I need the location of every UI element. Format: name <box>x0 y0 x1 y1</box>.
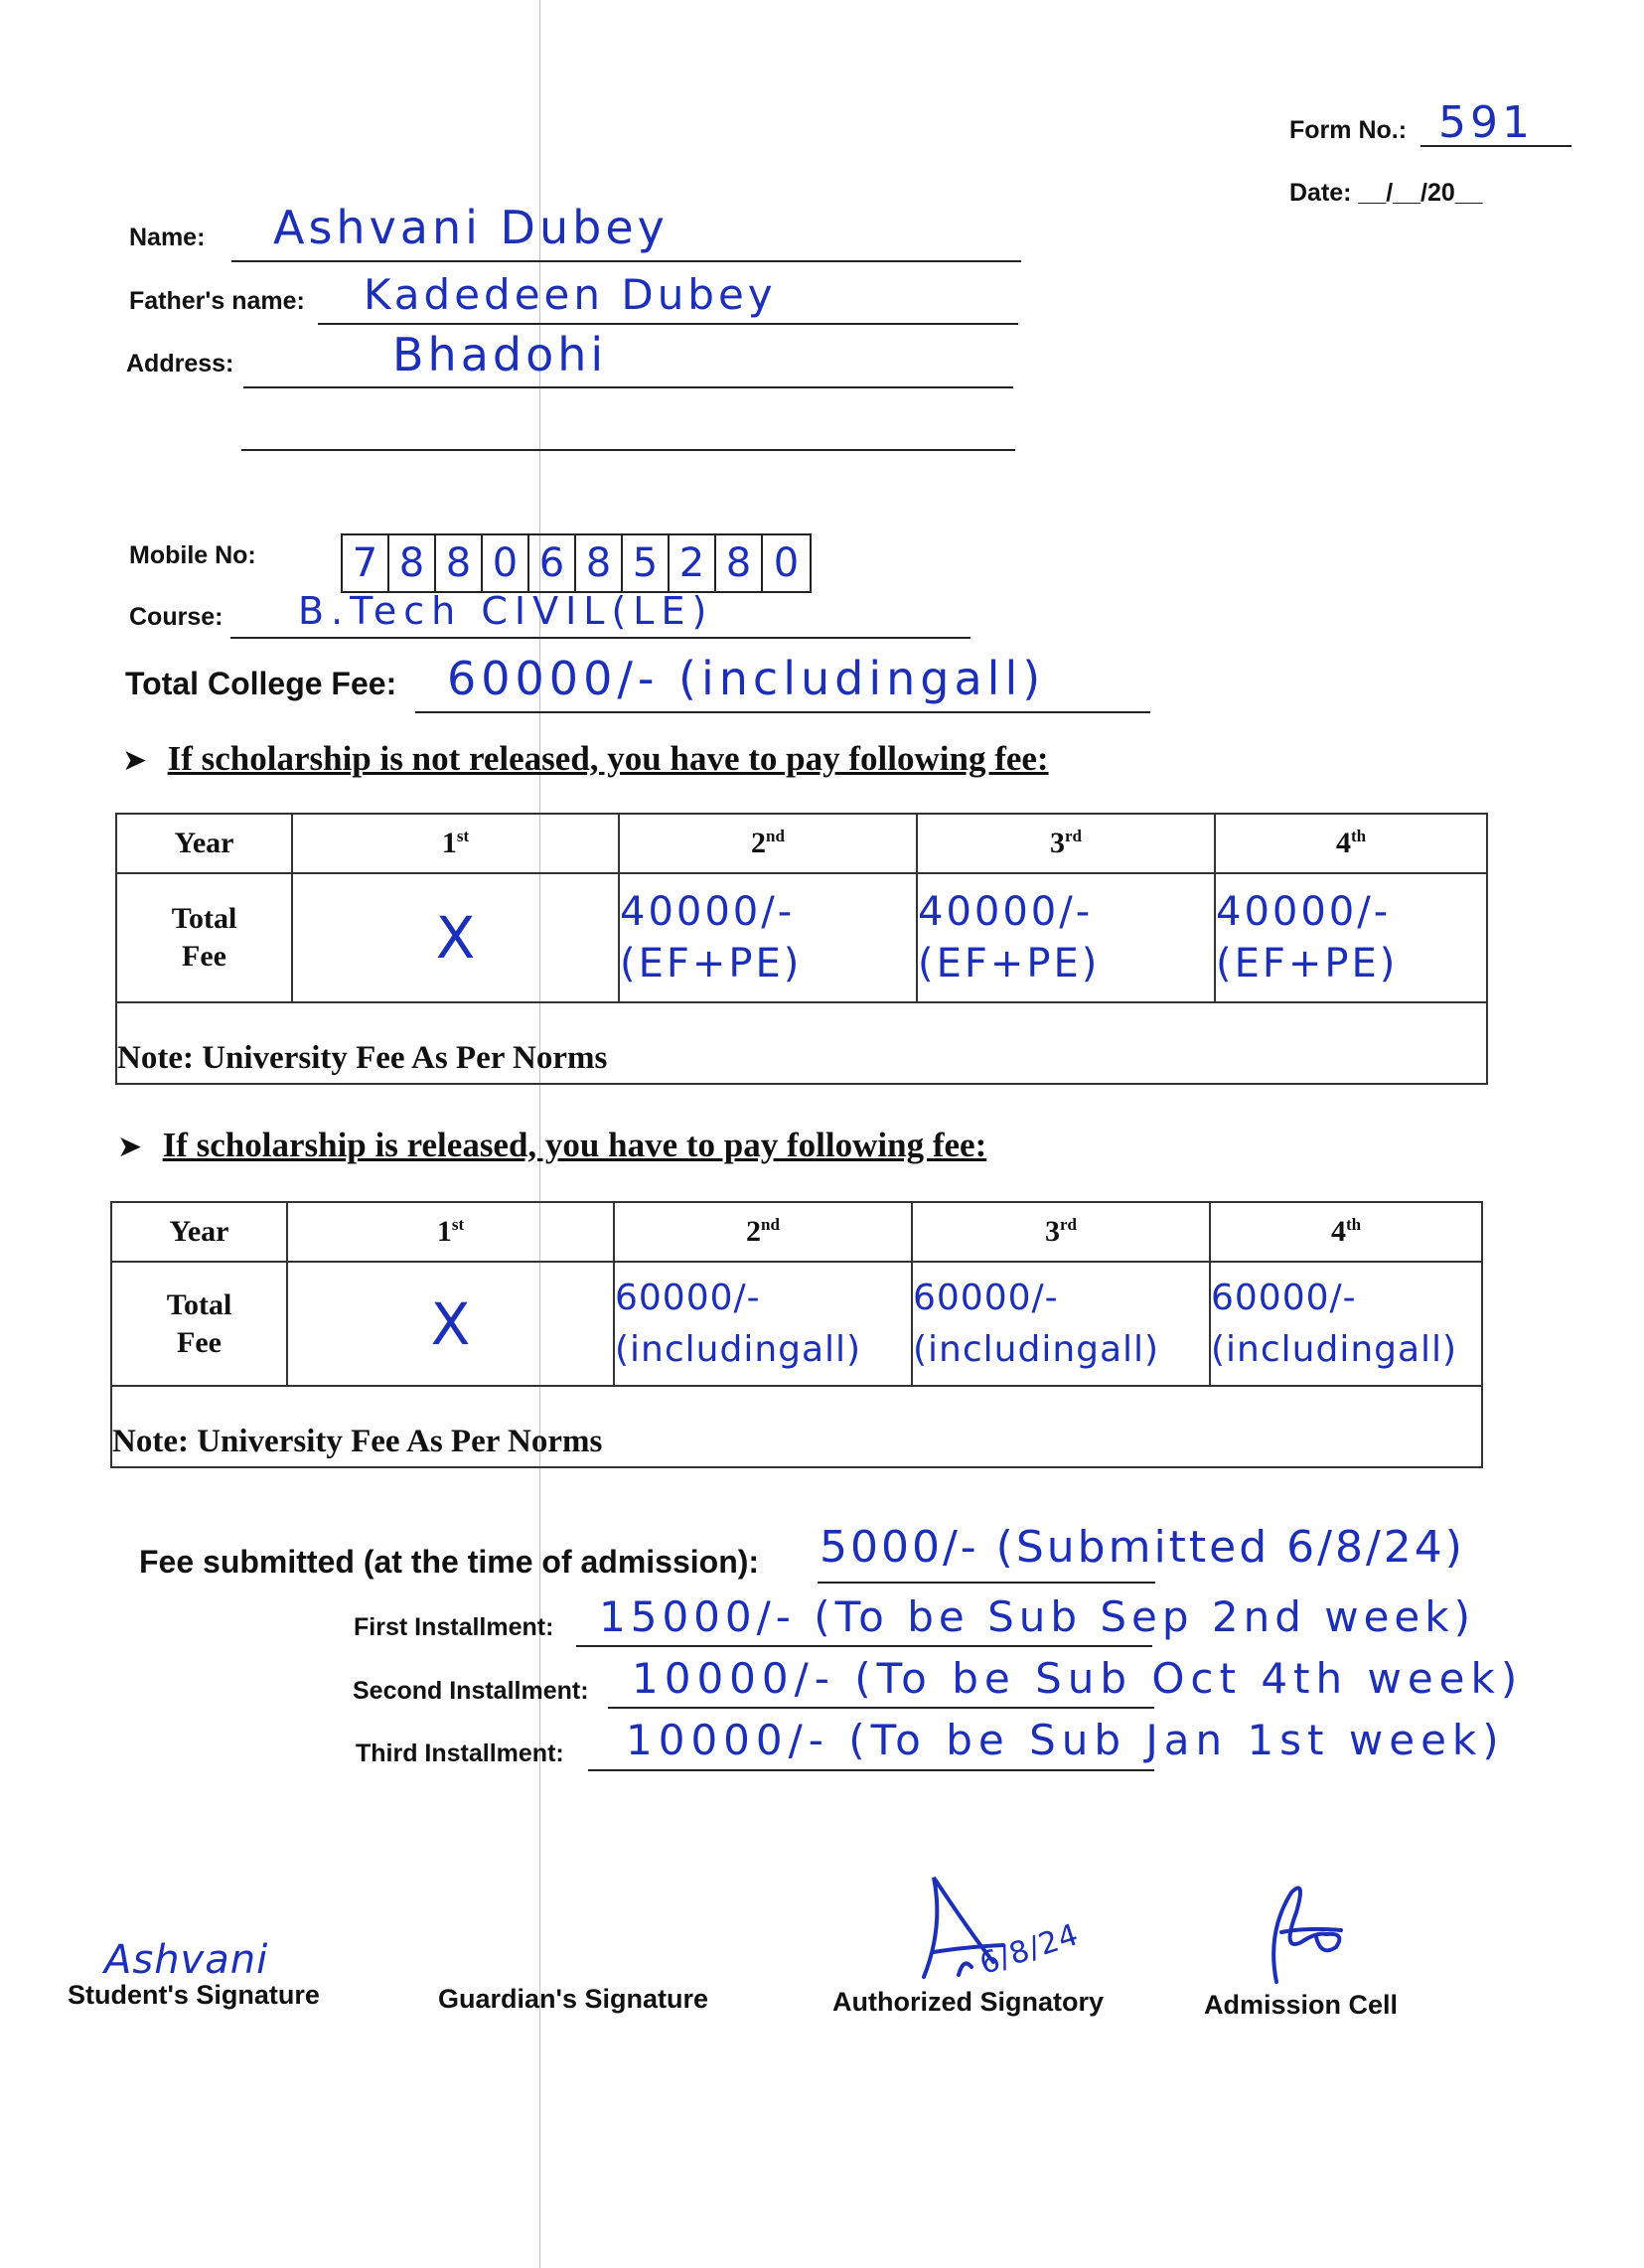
guardian-signature-label: Guardian's Signature <box>438 1984 708 2014</box>
total-fee-row-label: Total Fee <box>116 873 292 1002</box>
first-installment-value[interactable]: 15000/- (To be Sub Sep 2nd week) <box>599 1592 1475 1641</box>
heading-text: If scholarship is released, you have to pay following fee: <box>162 1126 987 1164</box>
year-1-fee-cross[interactable]: X <box>292 873 619 1002</box>
year-4-header: 4th <box>1215 814 1487 873</box>
section-heading-not-released <box>122 739 1049 779</box>
year-1-header: 1st <box>292 814 619 873</box>
admission-cell-signature-scribble[interactable] <box>1247 1873 1366 1992</box>
year-2-header: 2nd <box>614 1202 912 1262</box>
year-3-header: 3rd <box>912 1202 1210 1262</box>
course-underline <box>230 637 971 639</box>
form-no-value[interactable]: 591 <box>1438 97 1534 148</box>
year-2-fee[interactable]: 40000/- (EF+PE) <box>619 873 917 1002</box>
fee-submitted-underline <box>818 1582 1155 1584</box>
fee-submitted-value[interactable]: 5000/- (Submitted 6/8/24) <box>820 1522 1465 1573</box>
mobile-number-boxes[interactable] <box>341 533 812 593</box>
total-fee-row-label: Total Fee <box>111 1262 287 1386</box>
mobile-digit[interactable]: 7 <box>343 535 389 591</box>
table-header-row <box>111 1202 1482 1262</box>
year-4-fee[interactable]: 40000/- (EF+PE) <box>1215 873 1487 1002</box>
authorized-signature-date: 6/8/24 <box>975 1917 1084 1982</box>
student-signature-label: Student's Signature <box>68 1980 320 2010</box>
year-header: Year <box>111 1202 287 1262</box>
address-underline-1 <box>243 386 1013 388</box>
mobile-digit[interactable]: 0 <box>773 540 800 586</box>
address-value[interactable]: Bhadohi <box>392 328 608 381</box>
second-installment-underline <box>608 1707 1154 1709</box>
first-installment-underline <box>576 1645 1152 1647</box>
authorized-signature-scribble[interactable] <box>914 1868 1033 1997</box>
table-row <box>111 1262 1482 1386</box>
university-fee-note: Note: University Fee As Per Norms <box>116 1002 1487 1084</box>
student-signature[interactable]: Ashvani <box>104 1937 269 1983</box>
university-fee-note: Note: University Fee As Per Norms <box>111 1386 1482 1467</box>
third-installment-underline <box>588 1769 1154 1771</box>
total-college-fee-value[interactable]: 60000/- (includingall) <box>447 652 1046 705</box>
total-fee-underline <box>415 711 1150 713</box>
fee-table-not-released <box>115 813 1488 1085</box>
mobile-digit[interactable]: 6 <box>529 535 576 591</box>
form-no-label: Form No.: <box>1289 116 1408 144</box>
arrow-right-icon: ➤ <box>122 743 148 778</box>
heading-text: If scholarship is not released, you have to pay following fee: <box>167 739 1049 778</box>
year-1-fee-cross[interactable]: X <box>287 1262 614 1386</box>
table-note-row <box>116 1002 1487 1084</box>
mobile-label: Mobile No: <box>129 541 256 569</box>
address-underline-2 <box>241 449 1015 451</box>
third-installment-label: Third Installment: <box>356 1739 564 1767</box>
year-2-fee[interactable]: 60000/- (includingall) <box>614 1262 912 1386</box>
mobile-digit[interactable]: 5 <box>623 535 670 591</box>
name-underline <box>231 260 1021 262</box>
table-note-row <box>111 1386 1482 1467</box>
father-name-label: Father's name: <box>129 287 305 315</box>
father-name-value[interactable]: Kadedeen Dubey <box>364 270 777 319</box>
date-label: Date: __/__/20__ <box>1289 179 1483 207</box>
third-installment-value[interactable]: 10000/- (To be Sub Jan 1st week) <box>626 1716 1505 1764</box>
name-value[interactable]: Ashvani Dubey <box>273 201 669 254</box>
year-3-fee[interactable]: 60000/- (includingall) <box>912 1262 1210 1386</box>
fee-table-released <box>110 1201 1483 1468</box>
authorized-signatory-label: Authorized Signatory <box>832 1987 1105 2017</box>
total-college-fee-label: Total College Fee: <box>125 666 397 701</box>
fee-submitted-label: Fee submitted (at the time of admission): <box>139 1544 760 1580</box>
course-value[interactable]: B.Tech CIVIL(LE) <box>298 589 714 633</box>
address-label: Address: <box>126 350 234 378</box>
second-installment-label: Second Installment: <box>353 1677 589 1705</box>
mobile-digit[interactable]: 8 <box>389 535 436 591</box>
table-row <box>116 873 1487 1002</box>
second-installment-value[interactable]: 10000/- (To be Sub Oct 4th week) <box>632 1654 1524 1703</box>
mobile-digit[interactable]: 0 <box>483 535 529 591</box>
mobile-digit[interactable]: 2 <box>670 535 716 591</box>
father-name-underline <box>318 323 1018 325</box>
name-label: Name: <box>129 224 206 251</box>
admission-cell-label: Admission Cell <box>1204 1990 1399 2020</box>
mobile-digit[interactable]: 8 <box>716 535 763 591</box>
year-2-header: 2nd <box>619 814 917 873</box>
first-installment-label: First Installment: <box>354 1613 554 1641</box>
year-1-header: 1st <box>287 1202 614 1262</box>
year-4-fee[interactable]: 60000/- (includingall) <box>1210 1262 1482 1386</box>
year-3-header: 3rd <box>917 814 1215 873</box>
table-header-row <box>116 814 1487 873</box>
mobile-digit[interactable]: 8 <box>436 535 483 591</box>
mobile-digit[interactable]: 8 <box>576 535 623 591</box>
year-4-header: 4th <box>1210 1202 1482 1262</box>
arrow-right-icon: ➤ <box>117 1130 143 1164</box>
section-heading-released <box>117 1126 986 1165</box>
year-header: Year <box>116 814 292 873</box>
year-3-fee[interactable]: 40000/- (EF+PE) <box>917 873 1215 1002</box>
course-label: Course: <box>129 603 224 631</box>
